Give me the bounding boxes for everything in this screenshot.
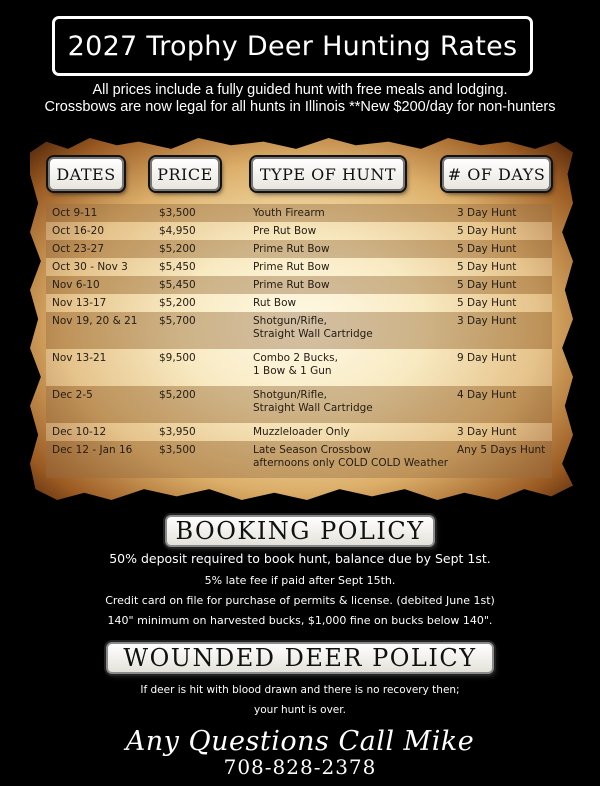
row-days: 3 Day Hunt: [457, 207, 517, 219]
row-type-line: Straight Wall Cartridge: [253, 402, 373, 414]
phone-number[interactable]: 708-828-2378: [223, 755, 377, 779]
row-date: Oct 23-27: [52, 243, 105, 255]
row-price: $5,450: [159, 261, 196, 273]
row-date: Nov 13-21: [52, 352, 107, 364]
row-price: $9,500: [159, 352, 196, 364]
row-date: Oct 16-20: [52, 225, 105, 237]
row-date: Dec 2-5: [52, 389, 93, 401]
row-type-line: Rut Bow: [253, 297, 297, 309]
table-row: [46, 423, 552, 441]
row-type: [253, 297, 296, 310]
row-type: [253, 315, 373, 341]
row-type: [253, 261, 330, 274]
title-box: [52, 16, 533, 76]
row-days: 5 Day Hunt: [457, 243, 517, 255]
row-type: [253, 243, 330, 256]
table-row: [46, 312, 552, 349]
booking-policy-title: BOOKING POLICY: [165, 515, 435, 547]
row-type: [253, 279, 330, 292]
row-type-line: Prime Rut Bow: [253, 279, 330, 291]
row-type: [253, 389, 373, 415]
row-type: [253, 225, 316, 238]
row-type: [253, 426, 350, 439]
row-price: $4,950: [159, 225, 196, 237]
row-type-line: afternoons only COLD COLD Weather: [253, 457, 449, 469]
row-days: 3 Day Hunt: [457, 315, 517, 327]
row-days: 9 Day Hunt: [457, 352, 517, 364]
row-days: 3 Day Hunt: [457, 426, 517, 438]
row-date: Dec 10-12: [52, 426, 107, 438]
header-dates: DATES: [48, 157, 124, 191]
row-type: [253, 444, 448, 470]
rates-table: [46, 204, 552, 478]
row-type-line: Straight Wall Cartridge: [253, 328, 373, 340]
row-type: [253, 207, 325, 220]
wounded-line-1: If deer is hit with blood drawn and there is no recovery then;: [140, 684, 460, 696]
row-date: Dec 12 - Jan 16: [52, 444, 133, 456]
table-row: [46, 240, 552, 258]
header-type-of-hunt: TYPE OF HUNT: [251, 157, 405, 191]
row-price: $3,500: [159, 444, 196, 456]
row-days: 5 Day Hunt: [457, 279, 517, 291]
row-days: 5 Day Hunt: [457, 225, 517, 237]
row-type-line: Youth Firearm: [253, 207, 325, 219]
row-date: Oct 9-11: [52, 207, 98, 219]
table-row: [46, 441, 552, 478]
row-type-line: Prime Rut Bow: [253, 261, 330, 273]
booking-line-3: Credit card on file for purchase of permits & license. (debited June 1st): [105, 594, 495, 607]
row-price: $5,200: [159, 297, 196, 309]
row-date: Nov 6-10: [52, 279, 100, 291]
table-row: [46, 294, 552, 312]
row-days: Any 5 Days Hunt: [457, 444, 546, 456]
subtitle-line-1: All prices include a fully guided hunt with free meals and lodging.: [92, 82, 508, 98]
booking-line-1: 50% deposit required to book hunt, balance due by Sept 1st.: [109, 551, 491, 566]
table-row: [46, 222, 552, 240]
row-type-line: Combo 2 Bucks,: [253, 352, 338, 364]
row-date: Nov 19, 20 & 21: [52, 315, 138, 327]
header-number-of-days: # OF DAYS: [442, 157, 551, 191]
row-price: $5,200: [159, 389, 196, 401]
row-price: $5,200: [159, 243, 196, 255]
row-days: 4 Day Hunt: [457, 389, 517, 401]
row-days: 5 Day Hunt: [457, 297, 517, 309]
page-title: 2027 Trophy Deer Hunting Rates: [67, 30, 518, 62]
table-row: [46, 386, 552, 423]
row-price: $3,950: [159, 426, 196, 438]
row-type-line: 1 Bow & 1 Gun: [253, 365, 332, 377]
table-row: [46, 204, 552, 222]
row-type-line: Late Season Crossbow: [253, 444, 372, 456]
table-row: [46, 349, 552, 386]
booking-line-2: 5% late fee if paid after Sept 15th.: [204, 574, 396, 587]
row-price: $5,700: [159, 315, 196, 327]
row-type-line: Shotgun/Rifle,: [253, 315, 327, 327]
table-row: [46, 276, 552, 294]
row-days: 5 Day Hunt: [457, 261, 517, 273]
row-type-line: Shotgun/Rifle,: [253, 389, 327, 401]
row-date: Oct 30 - Nov 3: [52, 261, 128, 273]
row-type-line: Muzzleloader Only: [253, 426, 350, 438]
row-price: $3,500: [159, 207, 196, 219]
row-type: [253, 352, 338, 378]
call-mike-text: Any Questions Call Mike: [125, 726, 475, 757]
row-type-line: Pre Rut Bow: [253, 225, 317, 237]
row-date: Nov 13-17: [52, 297, 107, 309]
table-row: [46, 258, 552, 276]
row-price: $5,450: [159, 279, 196, 291]
wounded-line-2: your hunt is over.: [254, 704, 346, 716]
booking-line-4: 140" minimum on harvested bucks, $1,000 fine on bucks below 140".: [107, 614, 493, 627]
header-price: PRICE: [150, 157, 220, 191]
row-type-line: Prime Rut Bow: [253, 243, 330, 255]
wounded-deer-policy-title: WOUNDED DEER POLICY: [106, 642, 494, 674]
subtitle-line-2: Crossbows are now legal for all hunts in Illinois **New $200/day for non-hunters: [44, 99, 556, 115]
